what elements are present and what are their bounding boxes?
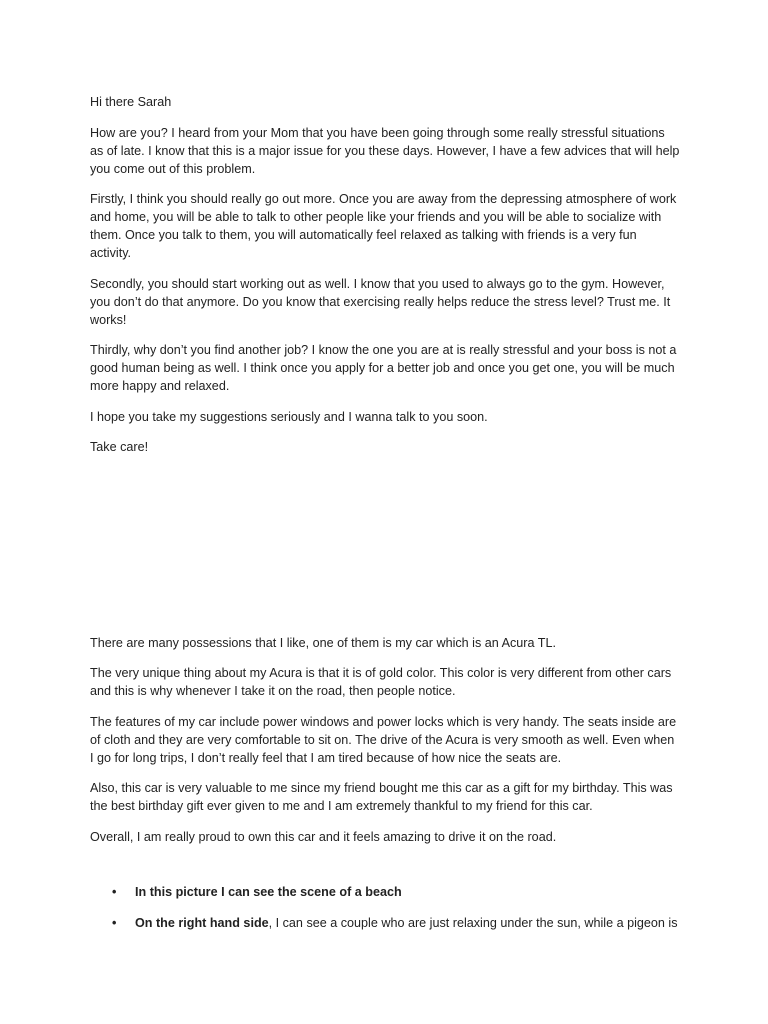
essay-paragraph: The very unique thing about my Acura is that it is of gold color. This color is very different from other cars and this is why whenever I take it on the road, then people notice.	[90, 666, 672, 698]
essay-paragraph: Also, this car is very valuable to me since my friend bought me this car as a gift for my birthday. This was the best birthday gift ever given to me and I am extremely thankful to my friend for this car.	[90, 781, 673, 813]
bullet-text: , I can see a couple who are just relaxing under the sun, while a pigeon is	[268, 915, 678, 930]
bullet-bold-text: In this picture I can see the scene of a beach	[135, 885, 402, 899]
essay-paragraph: Overall, I am really proud to own this car and it feels amazing to drive it on the road.	[90, 829, 557, 844]
letter-greeting: Hi there Sarah	[90, 95, 172, 109]
document-page	[90, 93, 680, 944]
letter-closing: Take care!	[90, 440, 149, 454]
letter-paragraph: Firstly, I think you should really go out more. Once you are away from the depressing atmosphere of work and home, you will be able to talk to other people like your friends and you will be able to socialize with them. Once you talk to them, you will automatically feel relaxed as talking with friends is a very fun activity.	[90, 192, 677, 260]
essay-paragraph: There are many possessions that I like, one of them is my car which is an Acura TL.	[90, 635, 556, 650]
essay-paragraph: The features of my car include power windows and power locks which is very handy. The seats inside are of cloth and they are very comfortable to sit on. The drive of the Acura is very smooth as well. Even when I go for long trips, I don’t really feel that I am tired because of how nice the seats are.	[90, 714, 677, 765]
letter-paragraph: Secondly, you should start working out as well. I know that you used to always go to the gym. However, you don’t do that anymore. Do you know that exercising really helps reduce the stress level? Trust me. It works!	[90, 276, 671, 327]
letter-paragraph: How are you? I heard from your Mom that you have been going through some really stressful situations as of late. I know that this is a major issue for you these days. However, I have a few advices that will help you come out of this problem.	[90, 125, 680, 176]
blank-space	[90, 469, 680, 634]
list-item	[90, 883, 680, 901]
bullet-list	[90, 883, 680, 932]
letter-paragraph: I hope you take my suggestions seriously and I wanna talk to you soon.	[90, 409, 488, 424]
letter-paragraph: Thirdly, why don’t you find another job? I know the one you are at is really stressful and your boss is not a good human being as well. I think once you apply for a better job and once you get one, you will be much more happy and relaxed.	[90, 343, 677, 393]
bullet-marker: •	[112, 915, 117, 930]
bullet-bold-text: On the right hand side	[135, 915, 269, 930]
blank-space	[90, 858, 680, 883]
bullet-marker: •	[112, 885, 117, 899]
list-item	[90, 914, 680, 932]
